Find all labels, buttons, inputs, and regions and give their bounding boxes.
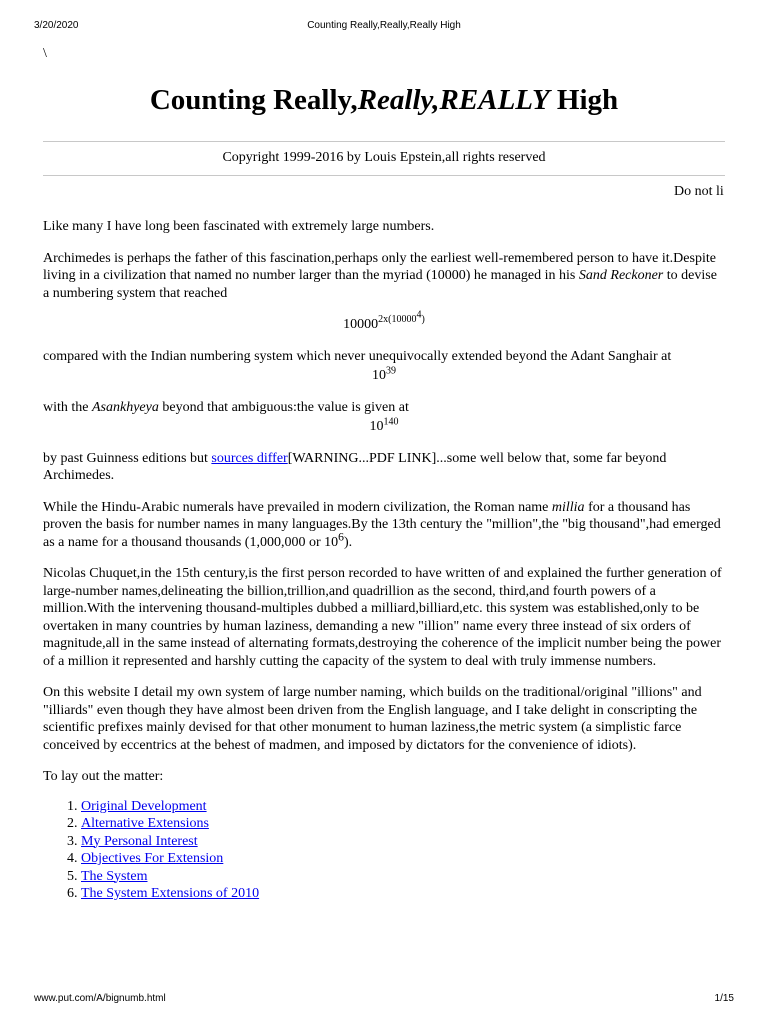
toc-link-objectives[interactable]: Objectives For Extension [81, 851, 224, 866]
toc-item [81, 815, 725, 833]
print-url: www.put.com/A/bignumb.html [34, 993, 166, 1004]
toc-link-extensions-2010[interactable]: The System Extensions of 2010 [81, 886, 260, 901]
paragraph-website: On this website I detail my own system of large number naming, which builds on the traditional/original "illions" and "illiards" even though they have almost been driven from the English language, and I take delight in conscripting the scientific prefixes mainly devised for that other monument to human laziness,the metric system (a simplistic farce conceived by eccentrics at the behest of madmen, and imposed by dictators for the convenience of idiots). [43, 685, 702, 753]
toc-item [81, 850, 725, 868]
text-run: to devise a numbering system that reached [43, 268, 717, 301]
text-run: [WARNING...PDF LINK]...some well below that, some far beyond Archimedes. [43, 450, 667, 483]
exponent-close: ) [421, 314, 425, 326]
paragraph-chuquet: Nicolas Chuquet,in the 15th century,is the first person recorded to have written of and explained the further generation of large-number names,delineating the billion,trillion,and quadrillion as the second, third,and fourth powers of a million.With the intervening thousand-multiples dubbed a milliard,billiard,etc. this system was established,only to be overtaken in many countries by human laziness, demanding a new "illion" name every three instead of six orders of magnitude,all in the same instead of alternating formats,destroying the coherence of the implicit number being the power of a million it represented and harshly cutting the capacity of the system to deal with truly immense numbers. [43, 566, 722, 669]
paragraph-archimedes [43, 250, 725, 303]
title-part-2: Really,REALLY [357, 84, 550, 116]
text-run: While the Hindu-Arabic numerals have prevailed in modern civilization, the Roman name [43, 499, 552, 515]
table-of-contents [43, 798, 725, 903]
term-italic: millia [551, 499, 585, 515]
book-title: Sand Reckoner [578, 268, 664, 283]
toc-link-the-system[interactable]: The System [81, 868, 148, 884]
toc-link-alternative-extensions[interactable]: Alternative Extensions [81, 816, 209, 831]
text-run: by past Guinness editions but [43, 450, 212, 466]
toc-link-personal-interest[interactable]: My Personal Interest [81, 833, 198, 849]
exponent-text: 2x(10000 [378, 314, 417, 326]
term-italic: Asankhyeya [92, 399, 159, 415]
exponent: 6 [338, 529, 344, 543]
formula-exponent: 39 [386, 365, 396, 377]
paragraph-guinness [43, 450, 725, 485]
toc-item [81, 798, 725, 816]
print-page-title: Counting Really,Really,Really High [307, 20, 461, 31]
print-date: 3/20/2020 [34, 20, 79, 31]
print-page-number: 1/15 [714, 993, 734, 1004]
formula-base: 10 [369, 419, 384, 434]
text-run: Archimedes is perhaps the father of this fascination,perhaps only the earliest well-remembered person to have it.Despite living in a civilization that named no number larger than the myriad (10000) he managed in his [43, 250, 716, 283]
text-run: ). [343, 534, 353, 550]
paragraph-asankhyeya [43, 399, 725, 417]
text-run: beyond that ambiguous:the value is given at [158, 399, 409, 415]
formula-base: 10 [372, 368, 386, 383]
toc-link-original-development[interactable]: Original Development [81, 798, 207, 814]
formula-exponent: 140 [383, 416, 399, 428]
notice-fragment: Do not li [674, 184, 724, 199]
page-title [0, 84, 768, 117]
formula-exponent [378, 310, 425, 326]
paragraph-indian: compared with the Indian numbering system which never unequivocally extended beyond the Adant Sanghair at [43, 348, 672, 364]
paragraph-intro: Like many I have long been fascinated with extremely large numbers. [43, 219, 435, 234]
text-run: with the [43, 399, 92, 415]
paragraph-lay-out: To lay out the matter: [43, 769, 164, 784]
print-footer [34, 993, 734, 1007]
stray-backslash: \ [43, 46, 47, 61]
title-part-3: High [549, 84, 619, 116]
paragraph-millia [43, 499, 725, 552]
divider-bottom [43, 175, 725, 176]
toc-item [81, 885, 725, 903]
copyright-notice: Copyright 1999-2016 by Louis Epstein,all rights reserved [222, 150, 546, 165]
formula-base: 10000 [343, 317, 379, 332]
toc-item [81, 868, 725, 886]
formula-adant-sanghair [43, 367, 725, 385]
print-header [34, 20, 734, 34]
formula-archimedes [43, 310, 725, 334]
formula-asankhyeya [43, 418, 725, 436]
sources-differ-link[interactable]: sources differ [211, 450, 288, 466]
toc-item [81, 833, 725, 851]
article-body [43, 218, 725, 903]
title-part-1: Counting Really, [149, 84, 358, 116]
text-run: for a thousand has proven the basis for number names in many languages.By the 13th century the "million",the "big thousand",had emerged as a name for a thousand thousands (1,000,000 or 10 [43, 499, 721, 550]
divider-top [43, 141, 725, 142]
exponent-inner: 4 [416, 310, 422, 322]
